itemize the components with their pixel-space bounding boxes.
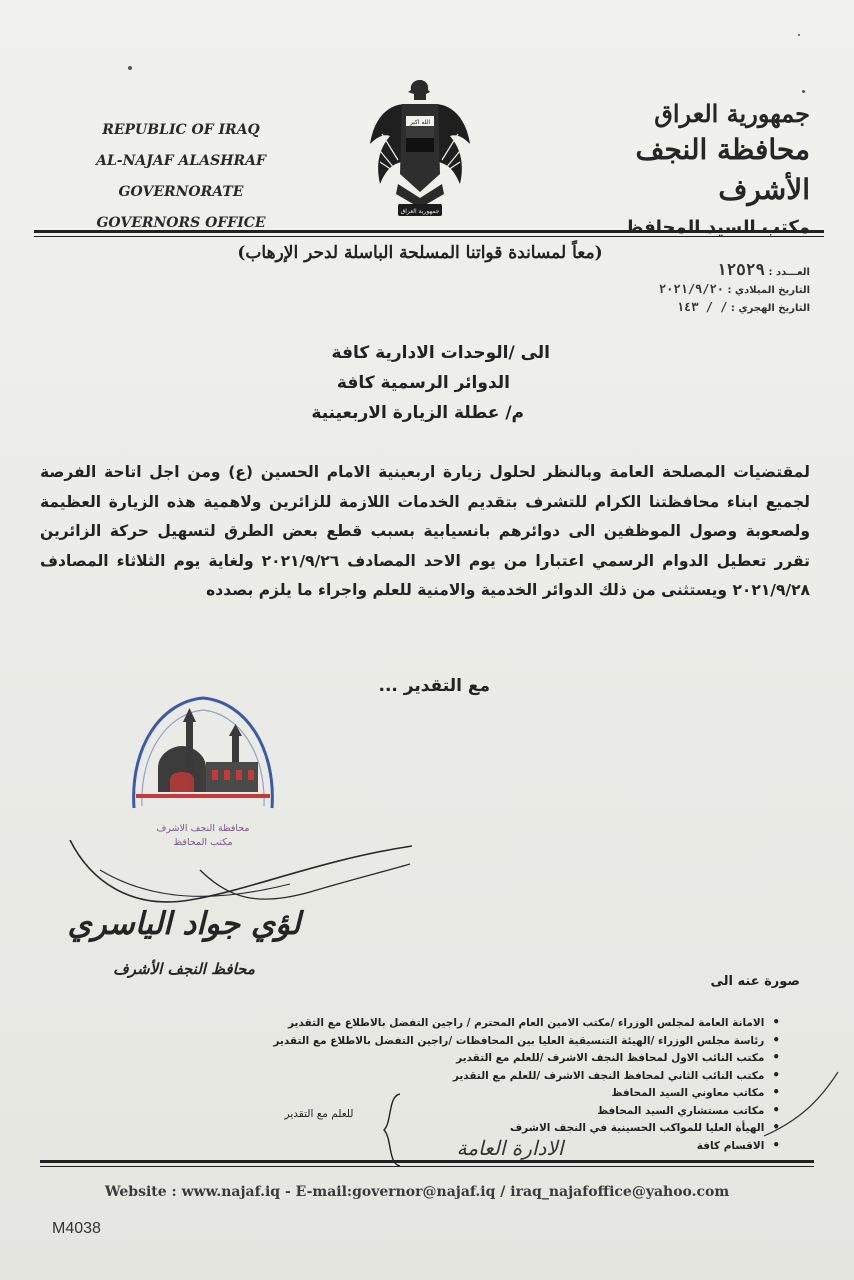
header-divider-thick [34, 230, 824, 233]
regards: مع التقدير ... [378, 676, 490, 696]
margin-line [760, 1070, 840, 1140]
footer-divider-thick [40, 1160, 814, 1163]
signatory-name: لؤي جواد الياسري [67, 906, 301, 942]
reference-block [610, 262, 810, 317]
reference-number [610, 262, 810, 281]
republic-ar: جمهورية العراق [654, 99, 810, 128]
cc-item: • مكاتب معاوني السيد المحافظ [170, 1084, 780, 1102]
cc-item: • الهيأة العليا للمواكب الحسينية في النجف الاشرف [170, 1119, 780, 1137]
signatory-title: محافظ النجف الأشرف [113, 960, 255, 978]
gregorian-label: التاريخ الميلادي : [727, 285, 810, 296]
number-value: ١٢٥٢٩ [716, 260, 766, 279]
speck [798, 34, 800, 36]
cc-item: • مكتب النائب الاول لمحافظ النجف الاشرف /للعلم مع التقدير [170, 1049, 780, 1067]
reference-hijri [610, 299, 810, 317]
document-code: M4038 [52, 1220, 101, 1237]
subject-line: م/ عطلة الزيارة الاربعينية [311, 403, 524, 423]
iraq-eagle-emblem [368, 74, 472, 224]
governorate-line: AL-NAJAF ALASHRAF GOVERNORATE [96, 153, 266, 200]
governorate-ar: محافظة النجف الأشرف [635, 133, 810, 206]
admin-stamp: الادارة العامة [456, 1136, 564, 1160]
speck [802, 90, 805, 93]
hijri-value: / / ١٤٣ [676, 300, 728, 314]
addressee-block [280, 338, 550, 428]
cc-side-note: للعلم مع التقدير [284, 1108, 354, 1120]
hijri-label: التاريخ الهجري : [730, 303, 810, 314]
seal-line: محافظة النجف الاشرف [156, 823, 250, 834]
republic-line: REPUBLIC OF IRAQ [102, 122, 260, 138]
arabic-letterhead [560, 98, 810, 244]
reference-gregorian [610, 281, 810, 299]
cc-item: • مكتب النائب الثاني لمحافظ النجف الاشرف /للعلم مع التقدير [170, 1067, 780, 1085]
cc-item: • رئاسة مجلس الوزراء /الهيئة التنسيقية العليا بين المحافظات /راجين التفضل بالاطلاع مع التقدير [170, 1032, 780, 1050]
cc-title: صورة عنه الى [710, 974, 800, 989]
speck [128, 66, 132, 70]
brace-mark [380, 1092, 404, 1168]
addressee-line: الى /الوحدات الادارية كافة [331, 343, 550, 363]
cc-list [170, 1014, 780, 1154]
footer-contact: Website : www.najaf.iq - E-mail:governor@najaf.iq / iraq_najafoffice@yahoo.com [104, 1184, 730, 1200]
slogan: (معاً لمساندة قواتنا المسلحة الباسلة لدحر الإرهاب) [237, 243, 603, 263]
emblem-inscription: الله اكبر [409, 119, 431, 126]
cc-item: • الامانة العامة لمجلس الوزراء /مكتب الامين العام المحترم / راجين التفضل بالاطلاع مع التقدير [170, 1014, 780, 1032]
cc-item: • الاقسام كافة [170, 1137, 780, 1155]
letter-body: لمقتضيات المصلحة العامة وبالنظر لحلول زيارة اربعينية الامام الحسين (ع) ومن اجل اتاحة الفرصة لجميع ابناء محافظتنا الكرام للتشرف بتقديم الخدمات اللازمة للزائرين ولاهمية هذه الزيارة العظيمة ولصعوبة وصول الموظفين الى دوائرهم بانسيابية بسبب قطع بعض الطرق لتسهيل حركة الزائرين تقرر تعطيل الدوام الرسمي اعتبارا من يوم الاحد المصادف ٢٠٢١/٩/٢٦ ولغاية يوم الثلاثاء المصادف ٢٠٢١/٩/٢٨ ويستثنى من ذلك الدوائر الخدمية والامنية للعلم واجراء ما يلزم بصدده [40, 463, 810, 599]
cc-item: • مكاتب مستشاري السيد المحافظ [170, 1102, 780, 1120]
gregorian-value: ٢٠٢١/٩/٢٠ [658, 282, 724, 296]
office-line: GOVERNORS OFFICE [96, 215, 266, 231]
seal-line: مكتب المحافظ [173, 837, 233, 848]
office-ar: مكتب السيد المحافظ [624, 217, 810, 238]
header-divider-thin [34, 236, 824, 237]
number-label: العـــدد : [768, 267, 810, 278]
emblem-scroll: جمهورية العراق [400, 208, 440, 215]
addressee-line: الدوائر الرسمية كافة [336, 373, 510, 393]
footer-divider-thin [40, 1166, 814, 1167]
english-letterhead [36, 115, 326, 239]
